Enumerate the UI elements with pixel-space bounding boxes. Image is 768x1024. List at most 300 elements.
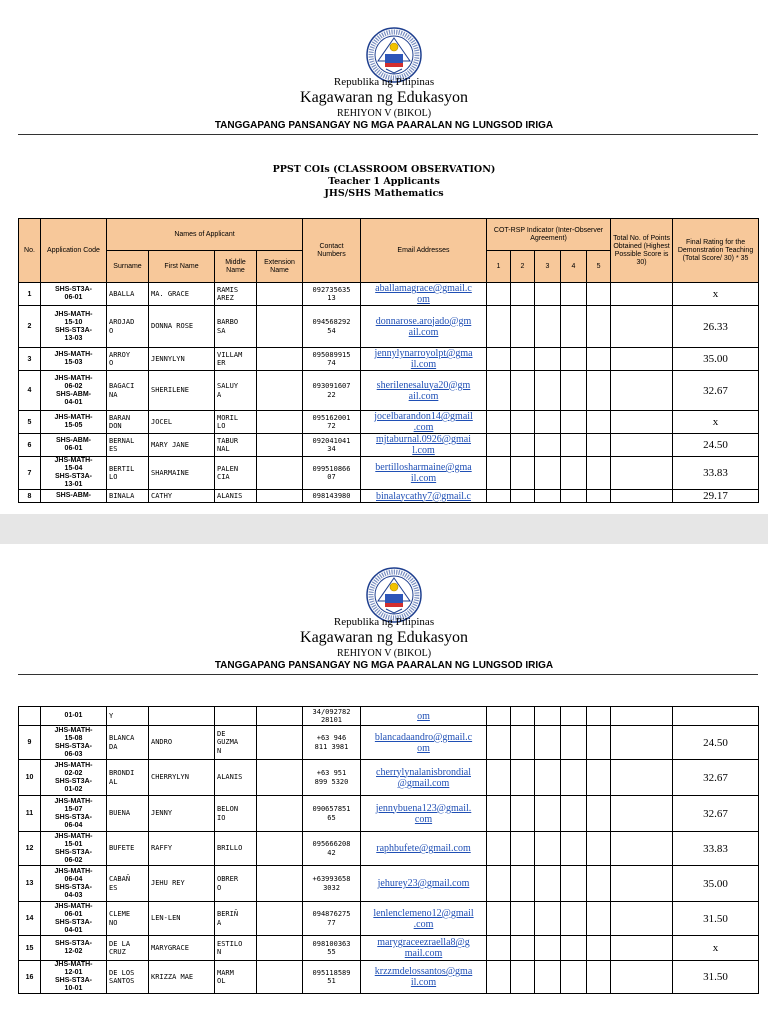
total-points bbox=[611, 902, 673, 936]
col-header-indicator-3: 3 bbox=[535, 251, 561, 283]
middle-name: BRILLO bbox=[215, 832, 257, 866]
applicants-table-page-2 bbox=[18, 706, 759, 994]
header-divider bbox=[18, 674, 758, 675]
surname: DE LA CRUZ bbox=[107, 936, 149, 961]
extension-name bbox=[257, 348, 303, 371]
row-number: 3 bbox=[19, 348, 41, 371]
indicator-3-score bbox=[535, 411, 561, 434]
application-code: SHS-ST3A- 12-02 bbox=[41, 936, 107, 961]
table-row bbox=[19, 411, 759, 434]
table-row bbox=[19, 348, 759, 371]
indicator-3-score bbox=[535, 902, 561, 936]
middle-name: MORIL LO bbox=[215, 411, 257, 434]
indicator-1-score bbox=[487, 726, 511, 760]
surname: BRONDI AL bbox=[107, 760, 149, 796]
indicator-2-score bbox=[511, 866, 535, 902]
indicator-5-score bbox=[587, 457, 611, 490]
indicator-3-score bbox=[535, 866, 561, 902]
table-row bbox=[19, 283, 759, 306]
email-address[interactable]: blancadaandro@gmail.c om bbox=[361, 726, 487, 760]
middle-name: ALANIS bbox=[215, 760, 257, 796]
indicator-2-score bbox=[511, 961, 535, 994]
contact-number: 094876275 77 bbox=[303, 902, 361, 936]
total-points bbox=[611, 371, 673, 411]
header-office: TANGGAPANG PANSANGAY NG MGA PAARALAN NG LUNGSOD IRIGA bbox=[214, 660, 554, 671]
indicator-1-score bbox=[487, 866, 511, 902]
deped-seal-icon bbox=[366, 27, 422, 83]
application-code: JHS-MATH- 15-10 SHS-ST3A- 13-03 bbox=[41, 306, 107, 348]
row-number: 8 bbox=[19, 490, 41, 503]
contact-number: 094568292 54 bbox=[303, 306, 361, 348]
indicator-3-score bbox=[535, 796, 561, 832]
col-header-cot-rsp: COT-RSP Indicator (Inter-Observer Agreement) bbox=[487, 219, 611, 251]
final-rating: 35.00 bbox=[673, 348, 759, 371]
row-number: 12 bbox=[19, 832, 41, 866]
contact-number: 34/092782 28101 bbox=[303, 707, 361, 726]
application-code: JHS-MATH- 15-01 SHS-ST3A- 06-02 bbox=[41, 832, 107, 866]
indicator-4-score bbox=[561, 832, 587, 866]
contact-number: 095089915 74 bbox=[303, 348, 361, 371]
col-header-extension-name: Extension Name bbox=[257, 251, 303, 283]
contact-number: +63993658 3032 bbox=[303, 866, 361, 902]
extension-name bbox=[257, 306, 303, 348]
row-number: 5 bbox=[19, 411, 41, 434]
table-row bbox=[19, 961, 759, 994]
total-points bbox=[611, 707, 673, 726]
indicator-2-score bbox=[511, 348, 535, 371]
middle-name bbox=[215, 707, 257, 726]
surname: BLANCA DA bbox=[107, 726, 149, 760]
indicator-1-score bbox=[487, 490, 511, 503]
table-row bbox=[19, 434, 759, 457]
email-address[interactable]: jennylynarroyolpt@gma il.com bbox=[361, 348, 487, 371]
indicator-3-score bbox=[535, 936, 561, 961]
indicator-4-score bbox=[561, 707, 587, 726]
application-code: JHS-MATH- 06-01 SHS-ST3A- 04-01 bbox=[41, 902, 107, 936]
email-address[interactable]: jennybuena123@gmail. com bbox=[361, 796, 487, 832]
final-rating: 32.67 bbox=[673, 760, 759, 796]
row-number: 2 bbox=[19, 306, 41, 348]
final-rating: 31.50 bbox=[673, 902, 759, 936]
first-name: CHERRYLYN bbox=[149, 760, 215, 796]
header-office: TANGGAPANG PANSANGAY NG MGA PAARALAN NG LUNGSOD IRIGA bbox=[214, 120, 554, 131]
extension-name bbox=[257, 936, 303, 961]
email-address[interactable]: om bbox=[361, 707, 487, 726]
total-points bbox=[611, 434, 673, 457]
surname: ABALLA bbox=[107, 283, 149, 306]
extension-name bbox=[257, 760, 303, 796]
table-row bbox=[19, 936, 759, 961]
extension-name bbox=[257, 832, 303, 866]
first-name: CATHY bbox=[149, 490, 215, 503]
row-number: 1 bbox=[19, 283, 41, 306]
email-address[interactable]: aballamagrace@gmail.c om bbox=[361, 283, 487, 306]
col-header-total-points: Total No. of Points Obtained (Highest Possible Score is 30) bbox=[611, 219, 673, 283]
contact-number: 092735635 13 bbox=[303, 283, 361, 306]
email-address[interactable]: krzzmdelossantos@gma il.com bbox=[361, 961, 487, 994]
final-rating: 33.83 bbox=[673, 832, 759, 866]
indicator-1-score bbox=[487, 832, 511, 866]
final-rating bbox=[673, 707, 759, 726]
final-rating: 31.50 bbox=[673, 961, 759, 994]
middle-name: MARM OL bbox=[215, 961, 257, 994]
application-code: 01-01 bbox=[41, 707, 107, 726]
indicator-1-score bbox=[487, 707, 511, 726]
surname: DE LOS SANTOS bbox=[107, 961, 149, 994]
indicator-1-score bbox=[487, 306, 511, 348]
extension-name bbox=[257, 371, 303, 411]
col-header-application-code: Application Code bbox=[41, 219, 107, 283]
extension-name bbox=[257, 283, 303, 306]
middle-name: VILLAM ER bbox=[215, 348, 257, 371]
indicator-2-score bbox=[511, 457, 535, 490]
col-header-contact-numbers: Contact Numbers bbox=[303, 219, 361, 283]
col-header-indicator-4: 4 bbox=[561, 251, 587, 283]
indicator-4-score bbox=[561, 961, 587, 994]
middle-name: DE GUZMA N bbox=[215, 726, 257, 760]
surname: CLEME NO bbox=[107, 902, 149, 936]
middle-name: SALUY A bbox=[215, 371, 257, 411]
total-points bbox=[611, 796, 673, 832]
surname: BUFETE bbox=[107, 832, 149, 866]
indicator-5-score bbox=[587, 866, 611, 902]
indicator-3-score bbox=[535, 457, 561, 490]
indicator-5-score bbox=[587, 707, 611, 726]
middle-name: TABUR NAL bbox=[215, 434, 257, 457]
table-row bbox=[19, 726, 759, 760]
first-name: RAFFY bbox=[149, 832, 215, 866]
document-title-line1: PPST COIs (CLASSROOM OBSERVATION) bbox=[272, 164, 496, 175]
indicator-1-score bbox=[487, 348, 511, 371]
extension-name bbox=[257, 457, 303, 490]
table-row bbox=[19, 902, 759, 936]
email-address[interactable]: sherilenesaluya20@gm ail.com bbox=[361, 371, 487, 411]
email-address[interactable]: donnarose.arojado@gm ail.com bbox=[361, 306, 487, 348]
indicator-2-score bbox=[511, 726, 535, 760]
document-page-2 bbox=[0, 544, 768, 1024]
header-region: REHIYON V (BIKOL) bbox=[336, 108, 432, 119]
email-address[interactable]: marygraceezraella8@g mail.com bbox=[361, 936, 487, 961]
email-address[interactable]: raphbufete@gmail.com bbox=[361, 832, 487, 866]
total-points bbox=[611, 411, 673, 434]
indicator-4-score bbox=[561, 306, 587, 348]
total-points bbox=[611, 306, 673, 348]
row-number: 7 bbox=[19, 457, 41, 490]
indicator-2-score bbox=[511, 371, 535, 411]
middle-name: ESTILO N bbox=[215, 936, 257, 961]
final-rating: 24.50 bbox=[673, 434, 759, 457]
row-number: 14 bbox=[19, 902, 41, 936]
middle-name: ALANIS bbox=[215, 490, 257, 503]
application-code: SHS-ABM- 06-01 bbox=[41, 434, 107, 457]
indicator-2-score bbox=[511, 796, 535, 832]
surname: BERNAL ES bbox=[107, 434, 149, 457]
extension-name bbox=[257, 707, 303, 726]
header-department: Kagawaran ng Edukasyon bbox=[300, 629, 468, 646]
table-row bbox=[19, 832, 759, 866]
indicator-2-score bbox=[511, 902, 535, 936]
table-row bbox=[19, 306, 759, 348]
indicator-5-score bbox=[587, 961, 611, 994]
contact-number: 098100363 55 bbox=[303, 936, 361, 961]
middle-name: BELON IO bbox=[215, 796, 257, 832]
first-name: MA. GRACE bbox=[149, 283, 215, 306]
indicator-3-score bbox=[535, 961, 561, 994]
total-points bbox=[611, 457, 673, 490]
contact-number: +63 951 899 5320 bbox=[303, 760, 361, 796]
row-number bbox=[19, 707, 41, 726]
indicator-1-score bbox=[487, 434, 511, 457]
contact-number: +63 946 811 3981 bbox=[303, 726, 361, 760]
indicator-2-score bbox=[511, 306, 535, 348]
final-rating: x bbox=[673, 411, 759, 434]
indicator-1-score bbox=[487, 961, 511, 994]
indicator-3-score bbox=[535, 306, 561, 348]
total-points bbox=[611, 936, 673, 961]
indicator-1-score bbox=[487, 283, 511, 306]
extension-name bbox=[257, 490, 303, 503]
middle-name: OBRER O bbox=[215, 866, 257, 902]
first-name: JENNY bbox=[149, 796, 215, 832]
indicator-3-score bbox=[535, 348, 561, 371]
indicator-5-score bbox=[587, 411, 611, 434]
document-title-line2: Teacher 1 Applicants bbox=[328, 176, 440, 187]
indicator-4-score bbox=[561, 411, 587, 434]
row-number: 6 bbox=[19, 434, 41, 457]
final-rating: 29.17 bbox=[673, 490, 759, 503]
indicator-2-score bbox=[511, 760, 535, 796]
total-points bbox=[611, 283, 673, 306]
table-row bbox=[19, 707, 759, 726]
col-header-first-name: First Name bbox=[149, 251, 215, 283]
total-points bbox=[611, 348, 673, 371]
application-code: JHS-MATH- 15-08 SHS-ST3A- 06-03 bbox=[41, 726, 107, 760]
indicator-5-score bbox=[587, 283, 611, 306]
indicator-3-score bbox=[535, 371, 561, 411]
final-rating: 24.50 bbox=[673, 726, 759, 760]
indicator-4-score bbox=[561, 726, 587, 760]
document-title-line3: JHS/SHS Mathematics bbox=[324, 188, 444, 199]
first-name: MARYGRACE bbox=[149, 936, 215, 961]
indicator-3-score bbox=[535, 707, 561, 726]
indicator-3-score bbox=[535, 434, 561, 457]
indicator-2-score bbox=[511, 434, 535, 457]
indicator-2-score bbox=[511, 411, 535, 434]
final-rating: 33.83 bbox=[673, 457, 759, 490]
email-address[interactable]: binalaycathy7@gmail.c bbox=[361, 490, 487, 503]
col-header-email-addresses: Email Addresses bbox=[361, 219, 487, 283]
indicator-4-score bbox=[561, 283, 587, 306]
col-header-indicator-1: 1 bbox=[487, 251, 511, 283]
final-rating: x bbox=[673, 283, 759, 306]
indicator-1-score bbox=[487, 760, 511, 796]
col-header-surname: Surname bbox=[107, 251, 149, 283]
middle-name: RAMIS AREZ bbox=[215, 283, 257, 306]
table-row bbox=[19, 490, 759, 503]
email-address[interactable]: bertillosharmaine@gma il.com bbox=[361, 457, 487, 490]
col-header-no: No. bbox=[19, 219, 41, 283]
indicator-1-score bbox=[487, 411, 511, 434]
application-code: JHS-MATH- 06-04 SHS-ST3A- 04-03 bbox=[41, 866, 107, 902]
total-points bbox=[611, 866, 673, 902]
indicator-5-score bbox=[587, 371, 611, 411]
indicator-5-score bbox=[587, 726, 611, 760]
total-points bbox=[611, 760, 673, 796]
total-points bbox=[611, 490, 673, 503]
final-rating: 32.67 bbox=[673, 371, 759, 411]
indicator-5-score bbox=[587, 348, 611, 371]
first-name: MARY JANE bbox=[149, 434, 215, 457]
header-department: Kagawaran ng Edukasyon bbox=[300, 89, 468, 106]
final-rating: 26.33 bbox=[673, 306, 759, 348]
middle-name: PALEN CIA bbox=[215, 457, 257, 490]
indicator-4-score bbox=[561, 760, 587, 796]
deped-seal-icon bbox=[366, 567, 422, 623]
col-header-indicator-2: 2 bbox=[511, 251, 535, 283]
application-code: JHS-MATH- 02-02 SHS-ST3A- 01-02 bbox=[41, 760, 107, 796]
indicator-4-score bbox=[561, 902, 587, 936]
indicator-3-score bbox=[535, 283, 561, 306]
contact-number: 095118589 51 bbox=[303, 961, 361, 994]
indicator-4-score bbox=[561, 371, 587, 411]
first-name: JEHU REY bbox=[149, 866, 215, 902]
surname: BERTIL LO bbox=[107, 457, 149, 490]
extension-name bbox=[257, 902, 303, 936]
application-code: JHS-MATH- 15-03 bbox=[41, 348, 107, 371]
indicator-4-score bbox=[561, 866, 587, 902]
row-number: 13 bbox=[19, 866, 41, 902]
indicator-4-score bbox=[561, 457, 587, 490]
email-address[interactable]: jehurey23@gmail.com bbox=[361, 866, 487, 902]
indicator-2-score bbox=[511, 283, 535, 306]
indicator-1-score bbox=[487, 457, 511, 490]
email-address[interactable]: mjtaburnal.0926@gmai l.com bbox=[361, 434, 487, 457]
first-name: KRIZZA MAE bbox=[149, 961, 215, 994]
row-number: 4 bbox=[19, 371, 41, 411]
col-header-indicator-5: 5 bbox=[587, 251, 611, 283]
application-code: JHS-MATH- 15-07 SHS-ST3A- 06-04 bbox=[41, 796, 107, 832]
indicator-4-score bbox=[561, 796, 587, 832]
extension-name bbox=[257, 434, 303, 457]
table-row bbox=[19, 760, 759, 796]
surname: CABAÑ ES bbox=[107, 866, 149, 902]
indicator-5-score bbox=[587, 796, 611, 832]
indicator-5-score bbox=[587, 760, 611, 796]
final-rating: x bbox=[673, 936, 759, 961]
contact-number: 095162001 72 bbox=[303, 411, 361, 434]
extension-name bbox=[257, 411, 303, 434]
extension-name bbox=[257, 796, 303, 832]
total-points bbox=[611, 726, 673, 760]
first-name: JOCEL bbox=[149, 411, 215, 434]
surname: BINALA bbox=[107, 490, 149, 503]
application-code: JHS-MATH- 15-05 bbox=[41, 411, 107, 434]
row-number: 10 bbox=[19, 760, 41, 796]
email-address[interactable]: cherrylynalanisbrondial @gmail.com bbox=[361, 760, 487, 796]
middle-name: BERIÑ A bbox=[215, 902, 257, 936]
application-code: JHS-MATH- 15-04 SHS-ST3A- 13-01 bbox=[41, 457, 107, 490]
first-name: JENNYLYN bbox=[149, 348, 215, 371]
indicator-4-score bbox=[561, 490, 587, 503]
indicator-2-score bbox=[511, 832, 535, 866]
table-row bbox=[19, 866, 759, 902]
indicator-3-score bbox=[535, 760, 561, 796]
extension-name bbox=[257, 726, 303, 760]
first-name: SHARMAINE bbox=[149, 457, 215, 490]
indicator-3-score bbox=[535, 832, 561, 866]
first-name: LEN-LEN bbox=[149, 902, 215, 936]
surname: AROJAD O bbox=[107, 306, 149, 348]
col-header-final-rating: Final Rating for the Demonstration Teaching (Total Score/ 30) * 35 bbox=[673, 219, 759, 283]
total-points bbox=[611, 961, 673, 994]
contact-number: 098143980 bbox=[303, 490, 361, 503]
surname: Y bbox=[107, 707, 149, 726]
indicator-2-score bbox=[511, 490, 535, 503]
total-points bbox=[611, 832, 673, 866]
indicator-3-score bbox=[535, 490, 561, 503]
table-row bbox=[19, 371, 759, 411]
email-address[interactable]: jocelbarandon14@gmail .com bbox=[361, 411, 487, 434]
row-number: 16 bbox=[19, 961, 41, 994]
table-row bbox=[19, 457, 759, 490]
header-region: REHIYON V (BIKOL) bbox=[336, 648, 432, 659]
indicator-1-score bbox=[487, 371, 511, 411]
col-header-names-of-applicant: Names of Applicant bbox=[107, 219, 303, 251]
first-name: DONNA ROSE bbox=[149, 306, 215, 348]
indicator-1-score bbox=[487, 902, 511, 936]
indicator-5-score bbox=[587, 832, 611, 866]
indicator-5-score bbox=[587, 434, 611, 457]
surname: BAGACI NA bbox=[107, 371, 149, 411]
email-address[interactable]: lenlenclemeno12@gmail .com bbox=[361, 902, 487, 936]
col-header-middle-name: Middle Name bbox=[215, 251, 257, 283]
indicator-1-score bbox=[487, 796, 511, 832]
indicator-5-score bbox=[587, 490, 611, 503]
extension-name bbox=[257, 866, 303, 902]
indicator-2-score bbox=[511, 936, 535, 961]
row-number: 15 bbox=[19, 936, 41, 961]
contact-number: 093091607 22 bbox=[303, 371, 361, 411]
application-code: JHS-MATH- 12-01 SHS-ST3A- 10-01 bbox=[41, 961, 107, 994]
surname: BUENA bbox=[107, 796, 149, 832]
extension-name bbox=[257, 961, 303, 994]
indicator-5-score bbox=[587, 936, 611, 961]
first-name: ANDRO bbox=[149, 726, 215, 760]
first-name bbox=[149, 707, 215, 726]
header-divider bbox=[18, 134, 758, 135]
contact-number: 099510866 07 bbox=[303, 457, 361, 490]
surname: ARROY O bbox=[107, 348, 149, 371]
indicator-5-score bbox=[587, 306, 611, 348]
application-code: JHS-MATH- 06-02 SHS-ABM- 04-01 bbox=[41, 371, 107, 411]
application-code: SHS-ST3A- 06-01 bbox=[41, 283, 107, 306]
contact-number: 092041041 34 bbox=[303, 434, 361, 457]
table-row bbox=[19, 796, 759, 832]
final-rating: 32.67 bbox=[673, 796, 759, 832]
indicator-3-score bbox=[535, 726, 561, 760]
indicator-4-score bbox=[561, 936, 587, 961]
header-republic: Republika ng Pilipinas bbox=[333, 616, 435, 628]
indicator-2-score bbox=[511, 707, 535, 726]
surname: BARAN DON bbox=[107, 411, 149, 434]
indicator-4-score bbox=[561, 434, 587, 457]
contact-number: 095666208 42 bbox=[303, 832, 361, 866]
row-number: 11 bbox=[19, 796, 41, 832]
indicator-4-score bbox=[561, 348, 587, 371]
application-code: SHS-ABM- bbox=[41, 490, 107, 503]
applicants-table-page-1 bbox=[18, 218, 759, 503]
contact-number: 090657851 65 bbox=[303, 796, 361, 832]
